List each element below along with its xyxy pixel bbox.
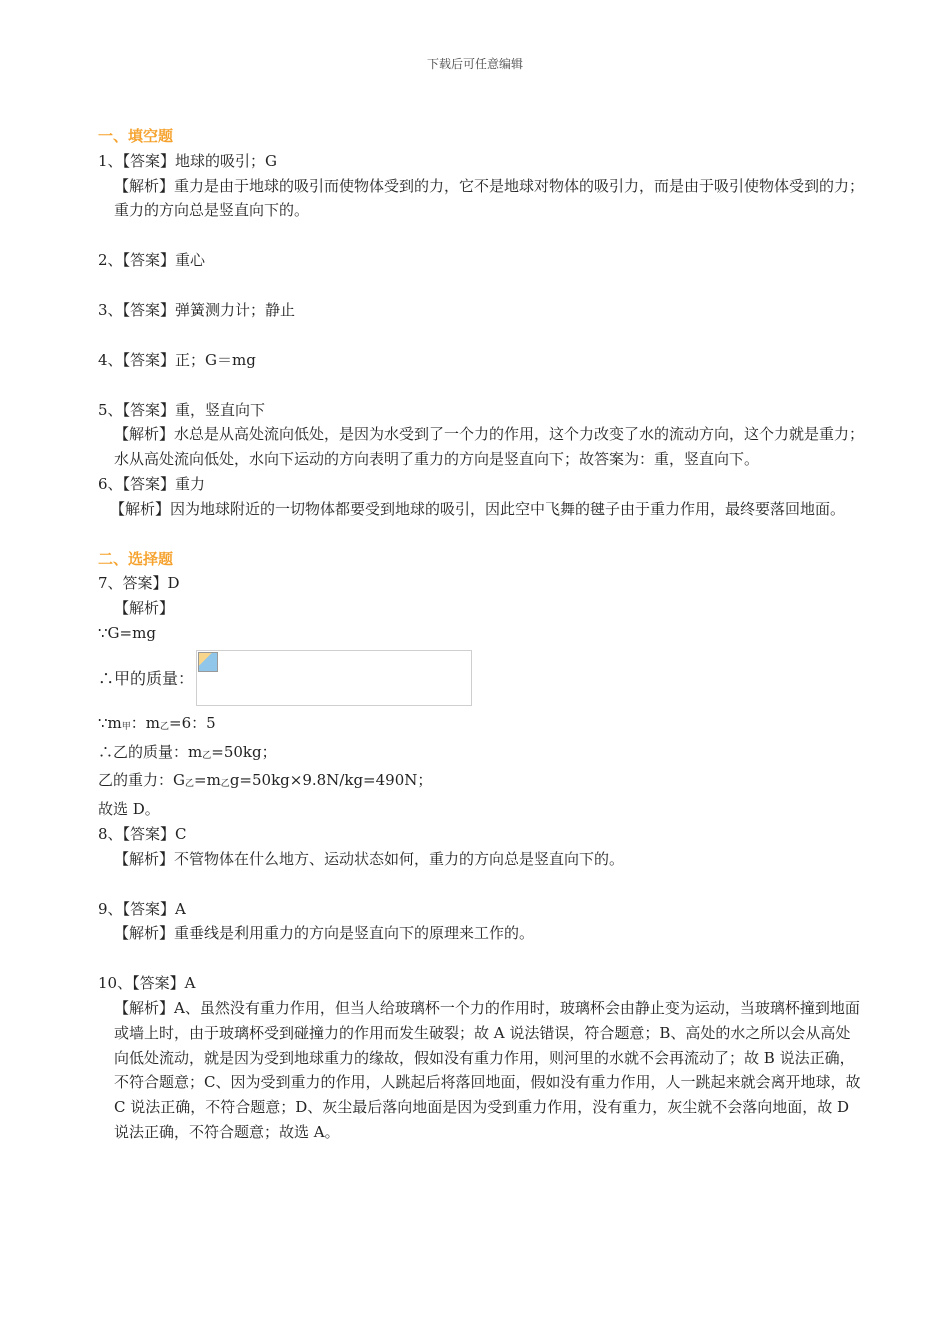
q1-analysis: 【解析】重力是由于地球的吸引而使物体受到的力，它不是地球对物体的吸引力，而是由于吸引使物体受到的力；重力的方向总是竖直向下的。 (114, 176, 865, 220)
q7-l4-sub: 乙 (202, 750, 212, 761)
q7-l3-c: =6：5 (169, 713, 216, 732)
q7-line-6: 故选 D。 (98, 800, 160, 819)
q7-line-2 (98, 649, 864, 707)
q10-analysis: 【解析】A、虽然没有重力作用，但当人给玻璃杯一个力的作用时，玻璃杯会由静止变为运动，当玻璃杯撞到地面或墙上时，由于玻璃杯受到碰撞力的作用而发生破裂；故 A 说法错误，符合题意；B、高处的水之所以会从高处向低处流动，就是因为受到地球重力的缘故，假如没有重力作用，则河里的水就不会再流动了；故 B 说法正确，不符合题意；C、因为受到重力的作用，人跳起后将落回地面，假如没有重力作用，人一跳起来就会离开地球，故 C 说法正确，不符合题意；D、灰尘最后落向地面是因为受到重力作用，没有重力，灰尘就不会落向地面，故 D 说法正确，不符合题意；故选 A。 (114, 998, 861, 1141)
q7-line-2-text: ∴甲的质量： (98, 669, 195, 689)
q2-answer: 2、【答案】重心 (98, 251, 206, 270)
q7-l5-sub1: 乙 (184, 779, 194, 790)
page-header: 下载后可任意编辑 (426, 57, 523, 71)
q7-answer: 7、答案】D (98, 574, 180, 593)
q7-line-1: ∵G=mg (98, 623, 156, 642)
q7-l3-b: ：m (130, 713, 161, 732)
q6-analysis: 【解析】因为地球附近的一切物体都要受到地球的吸引，因此空中飞舞的毽子由于重力作用，最终要落回地面。 (110, 499, 846, 518)
q7-l4-b: =50kg； (211, 742, 277, 761)
formula-image (196, 650, 472, 706)
q7-l5-c: g=50kg×9.8N/kg=490N； (229, 771, 433, 790)
q7-l3-a: ∵m (98, 713, 122, 732)
q8-answer: 8、【答案】C (98, 824, 187, 843)
q7-l3-sub2: 乙 (160, 721, 170, 732)
q8-analysis: 【解析】不管物体在什么地方、运动状态如何，重力的方向总是竖直向下的。 (114, 849, 625, 868)
q10-answer: 10、【答案】A (98, 974, 196, 993)
q7-l5-b: =m (194, 771, 221, 790)
q3-answer: 3、【答案】弹簧测力计；静止 (98, 300, 296, 319)
q7-line-5 (98, 768, 864, 797)
q6-answer: 6、【答案】重力 (98, 474, 206, 493)
section-title-fill: 一、填空题 (98, 127, 174, 145)
q9-analysis: 【解析】重垂线是利用重力的方向是竖直向下的原理来工作的。 (114, 924, 535, 943)
section-title-choice: 二、选择题 (98, 549, 174, 568)
q7-line-3 (98, 711, 864, 740)
q4-answer: 4、【答案】正；G＝mg (98, 350, 256, 369)
q7-l5-sub2: 乙 (220, 779, 230, 790)
q7-l5-a: 乙的重力：G (98, 771, 185, 790)
q1-answer: 1、【答案】地球的吸引；G (98, 151, 278, 170)
answer-content (98, 124, 864, 1145)
q7-line-4 (98, 740, 864, 769)
q5-answer: 5、【答案】重，竖直向下 (98, 400, 266, 419)
q7-l3-sub1: 甲 (121, 721, 131, 732)
q9-answer: 9、【答案】A (98, 899, 186, 918)
q7-analysis-label: 【解析】 (114, 599, 175, 618)
broken-image-icon (198, 652, 218, 672)
q7-l4-a: ∴乙的质量：m (98, 742, 203, 761)
q5-analysis: 【解析】水总是从高处流向低处，是因为水受到了一个力的作用，这个力改变了水的流动方向，这个力就是重力；水从高处流向低处，水向下运动的方向表明了重力的方向是竖直向下；故答案为：重，竖直向下。 (114, 425, 865, 469)
